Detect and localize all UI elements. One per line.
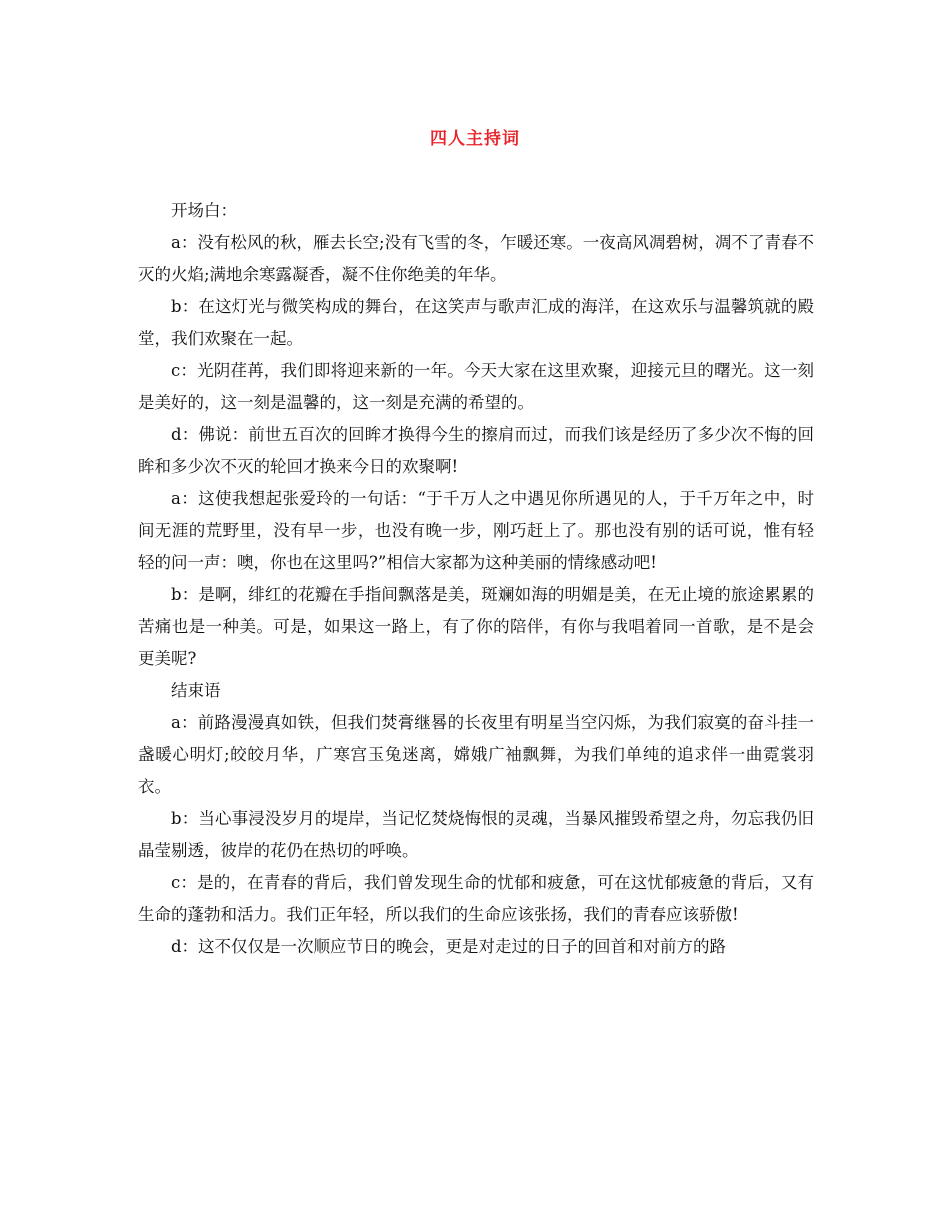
paragraph: b：在这灯光与微笑构成的舞台，在这笑声与歌声汇成的海洋，在这欢乐与温馨筑就的殿堂，我们欢聚在一起。	[138, 297, 814, 348]
paragraph: a：这使我想起张爱玲的一句话：“于千万人之中遇见你所遇见的人，于千万年之中，时间无涯的荒野里，没有早一步，也没有晚一步，刚巧赶上了。那也没有别的话可说，惟有轻轻的问一声：噢，你也在这里吗?”相信大家都为这种美丽的情缘感动吧!	[138, 489, 814, 572]
paragraph: a：前路漫漫真如铁，但我们焚膏继晷的长夜里有明星当空闪烁，为我们寂寞的奋斗挂一盏暖心明灯;皎皎月华，广寒宫玉兔迷离，嫦娥广袖飘舞，为我们单纯的追求伴一曲霓裳羽衣。	[138, 713, 814, 796]
section-heading-opening: 开场白：	[171, 201, 237, 220]
document-title: 四人主持词	[430, 129, 520, 149]
section-heading-closing: 结束语	[171, 681, 221, 700]
document-body	[138, 195, 814, 963]
paragraph: a：没有松风的秋，雁去长空;没有飞雪的冬，乍暖还寒。一夜高风凋碧树，凋不了青春不灭的火焰;满地余寒露凝香，凝不住你绝美的年华。	[138, 233, 814, 284]
paragraph: d：佛说：前世五百次的回眸才换得今生的擦肩而过，而我们该是经历了多少次不悔的回眸和多少次不灭的轮回才换来今日的欢聚啊!	[138, 425, 814, 476]
paragraph: d：这不仅仅是一次顺应节日的晚会，更是对走过的日子的回首和对前方的路	[171, 937, 727, 956]
paragraph: b：是啊，绯红的花瓣在手指间飘落是美，斑斓如海的明媚是美，在无止境的旅途累累的苦痛也是一种美。可是，如果这一路上，有了你的陪伴，有你与我唱着同一首歌，是不是会更美呢?	[138, 585, 814, 668]
paragraph: c：是的，在青春的背后，我们曾发现生命的忧郁和疲惫，可在这忧郁疲惫的背后，又有生命的蓬勃和活力。我们正年轻，所以我们的生命应该张扬，我们的青春应该骄傲!	[138, 873, 814, 924]
paragraph: b：当心事浸没岁月的堤岸，当记忆焚烧悔恨的灵魂，当暴风摧毁希望之舟，勿忘我仍旧晶莹剔透，彼岸的花仍在热切的呼唤。	[138, 809, 814, 860]
paragraph: c：光阴荏苒，我们即将迎来新的一年。今天大家在这里欢聚，迎接元旦的曙光。这一刻是美好的，这一刻是温馨的，这一刻是充满的希望的。	[138, 361, 814, 412]
